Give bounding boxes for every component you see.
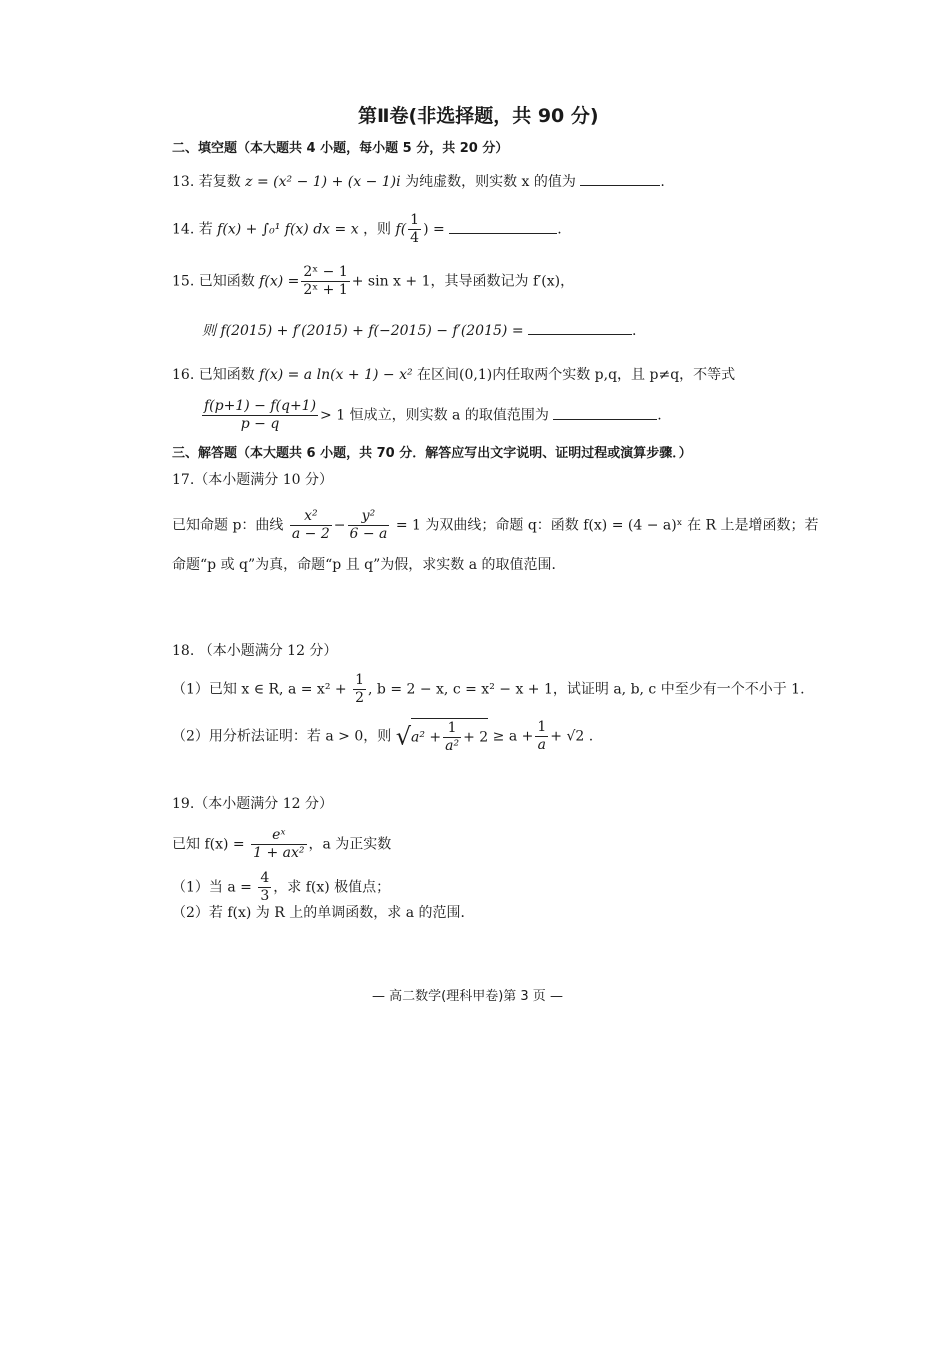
q17-l1b: = 1 为双曲线；命题 q：函数 f(x) = (4 − a)ˣ 在 R 上是增函数；若 — [395, 517, 819, 534]
q18-rad-frac-den: a² — [445, 738, 460, 754]
q19-frac-num: eˣ — [251, 827, 306, 845]
q19-l2b: ，求 f(x) 极值点； — [273, 879, 391, 896]
q19-heading: 19.（本小题满分 12 分） — [172, 796, 333, 812]
q19-part1-frac-den: 3 — [260, 888, 270, 904]
q18-p2-frac-num: 1 — [537, 719, 547, 735]
q14-frac-den: 4 — [410, 230, 420, 246]
q19-part1-frac-num: 4 — [260, 870, 270, 886]
q15-line2: 则 f(2015) + f′(2015) + f(−2015) − f′(2015) = — [202, 323, 524, 339]
q19-l2a: （1）当 a = — [172, 879, 252, 896]
q16-after: > 1 恒成立，则实数 a 的取值范围为 — [320, 407, 549, 424]
q16-tail: 在区间(0,1)内任取两个实数 p,q，且 p≠q，不等式 — [417, 367, 736, 383]
q13-end: . — [660, 174, 665, 190]
q13-answer-blank — [580, 171, 660, 186]
q15-frac-den: 2ˣ + 1 — [303, 282, 348, 298]
q18-p1a: （1）已知 x ∈ R, a = x² + — [172, 681, 347, 698]
q13-tail: 为纯虚数，则实数 x 的值为 — [405, 174, 576, 190]
q17-frac-x-den: a − 2 — [291, 526, 330, 542]
q17-line1 — [172, 508, 819, 543]
q17-frac-y — [348, 508, 390, 543]
question-14 — [172, 212, 562, 247]
q14-frac-num: 1 — [410, 212, 420, 228]
q18-p1-frac-num: 1 — [355, 672, 364, 688]
q19-part2: （2）若 f(x) 为 R 上的单调函数，求 a 的范围． — [172, 905, 475, 921]
q15-end: . — [632, 323, 637, 339]
q16-frac-num: f(p+1) − f(q+1) — [204, 398, 317, 414]
q17-frac-y-den: 6 − a — [349, 526, 388, 542]
q19-part1 — [172, 870, 390, 905]
q18-sqrt: √a² + $\frac{1}{\text{a²}}$ + 2 — [395, 720, 489, 754]
question-13 — [172, 171, 665, 192]
question-15-line2 — [202, 320, 636, 341]
question-16-line2 — [200, 398, 662, 433]
q18-p1-frac-den: 2 — [355, 690, 364, 706]
q19-fraction — [251, 827, 306, 862]
q18-part2 — [172, 718, 593, 755]
q14-end: . — [557, 221, 562, 238]
q18-part1 — [172, 672, 805, 707]
q18-p2-fraction — [535, 719, 548, 754]
section-fill-in-heading: 二、填空题（本大题共 4 小题，每小题 5 分，共 20 分） — [172, 141, 509, 156]
q18-rad-fraction — [443, 720, 461, 755]
q17-heading: 17.（本小题满分 10 分） — [172, 472, 333, 488]
q16-fraction — [202, 398, 318, 433]
q16-lead: 16. 已知函数 — [172, 367, 255, 383]
q16-answer-blank — [553, 405, 657, 420]
q18-rad-a: a² + — [411, 729, 442, 746]
q18-heading: 18. （本小题满分 12 分） — [172, 643, 338, 659]
q15-after: + sin x + 1，其导函数记为 f′(x)， — [351, 273, 575, 290]
q19-part1-fraction — [258, 870, 271, 905]
q16-math: f(x) = a ln(x + 1) − x² — [259, 367, 413, 383]
q17-frac-x — [290, 508, 332, 543]
q16-end: . — [657, 407, 662, 424]
q17-line2: 命题“p 或 q”为真，命题“p 且 q”为假，求实数 a 的取值范围． — [172, 557, 566, 573]
q17-frac-y-num: y² — [348, 508, 390, 526]
q18-p2c: + √2 . — [550, 728, 594, 745]
paper-title: 第Ⅱ卷(非选择题，共 90 分) — [358, 105, 599, 127]
q19-frac-den: 1 + ax² — [253, 845, 305, 861]
q14-f-close: ) = — [423, 221, 445, 238]
q17-l1a: 已知命题 p：曲线 — [172, 517, 284, 534]
q18-p1b: , b = 2 − x, c = x² − x + 1，试证明 a, b, c 中至少有一个不小于 1. — [368, 681, 805, 698]
q14-math: f(x) + ∫₀¹ f(x) dx = x — [217, 221, 359, 238]
q18-p2-frac-den: a — [537, 737, 547, 753]
q18-rad-frac-num: 1 — [443, 720, 461, 738]
q19-l1a: 已知 f(x) = — [172, 836, 245, 853]
q17-frac-x-num: x² — [290, 508, 332, 526]
q18-p2b: ≥ a + — [492, 728, 534, 745]
q14-fraction — [408, 212, 421, 247]
q16-frac-den: p − q — [240, 416, 280, 432]
question-15-line1 — [172, 264, 574, 299]
q19-line1 — [172, 827, 391, 862]
q17-minus: − — [333, 517, 346, 534]
q13-lead: 13. 若复数 — [172, 174, 241, 190]
q18-rad-b: + 2 — [463, 729, 489, 746]
page-footer: — 高二数学(理科甲卷)第 3 页 — — [372, 989, 563, 1004]
q15-frac-num: 2ˣ − 1 — [303, 264, 348, 280]
q14-f: f( — [395, 221, 407, 238]
q15-fraction — [301, 264, 349, 299]
q14-answer-blank — [449, 219, 557, 234]
q18-p2a: （2）用分析法证明：若 a > 0，则 — [172, 728, 392, 745]
q14-lead: 14. 若 — [172, 221, 213, 238]
q15-lead: 15. 已知函数 — [172, 273, 255, 290]
section-solution-heading: 三、解答题（本大题共 6 小题，共 70 分．解答应写出文字说明、证明过程或演算步骤．） — [172, 446, 692, 461]
q13-math: z = (x² − 1) + (x − 1)i — [245, 174, 401, 190]
q15-answer-blank — [528, 320, 632, 335]
q15-fx: f(x) = — [259, 273, 300, 290]
q19-l1b: ，a 为正实数 — [308, 836, 392, 853]
question-16-line1 — [172, 365, 735, 385]
q18-p1-fraction — [353, 672, 366, 707]
q14-mid: ，则 — [363, 221, 392, 238]
